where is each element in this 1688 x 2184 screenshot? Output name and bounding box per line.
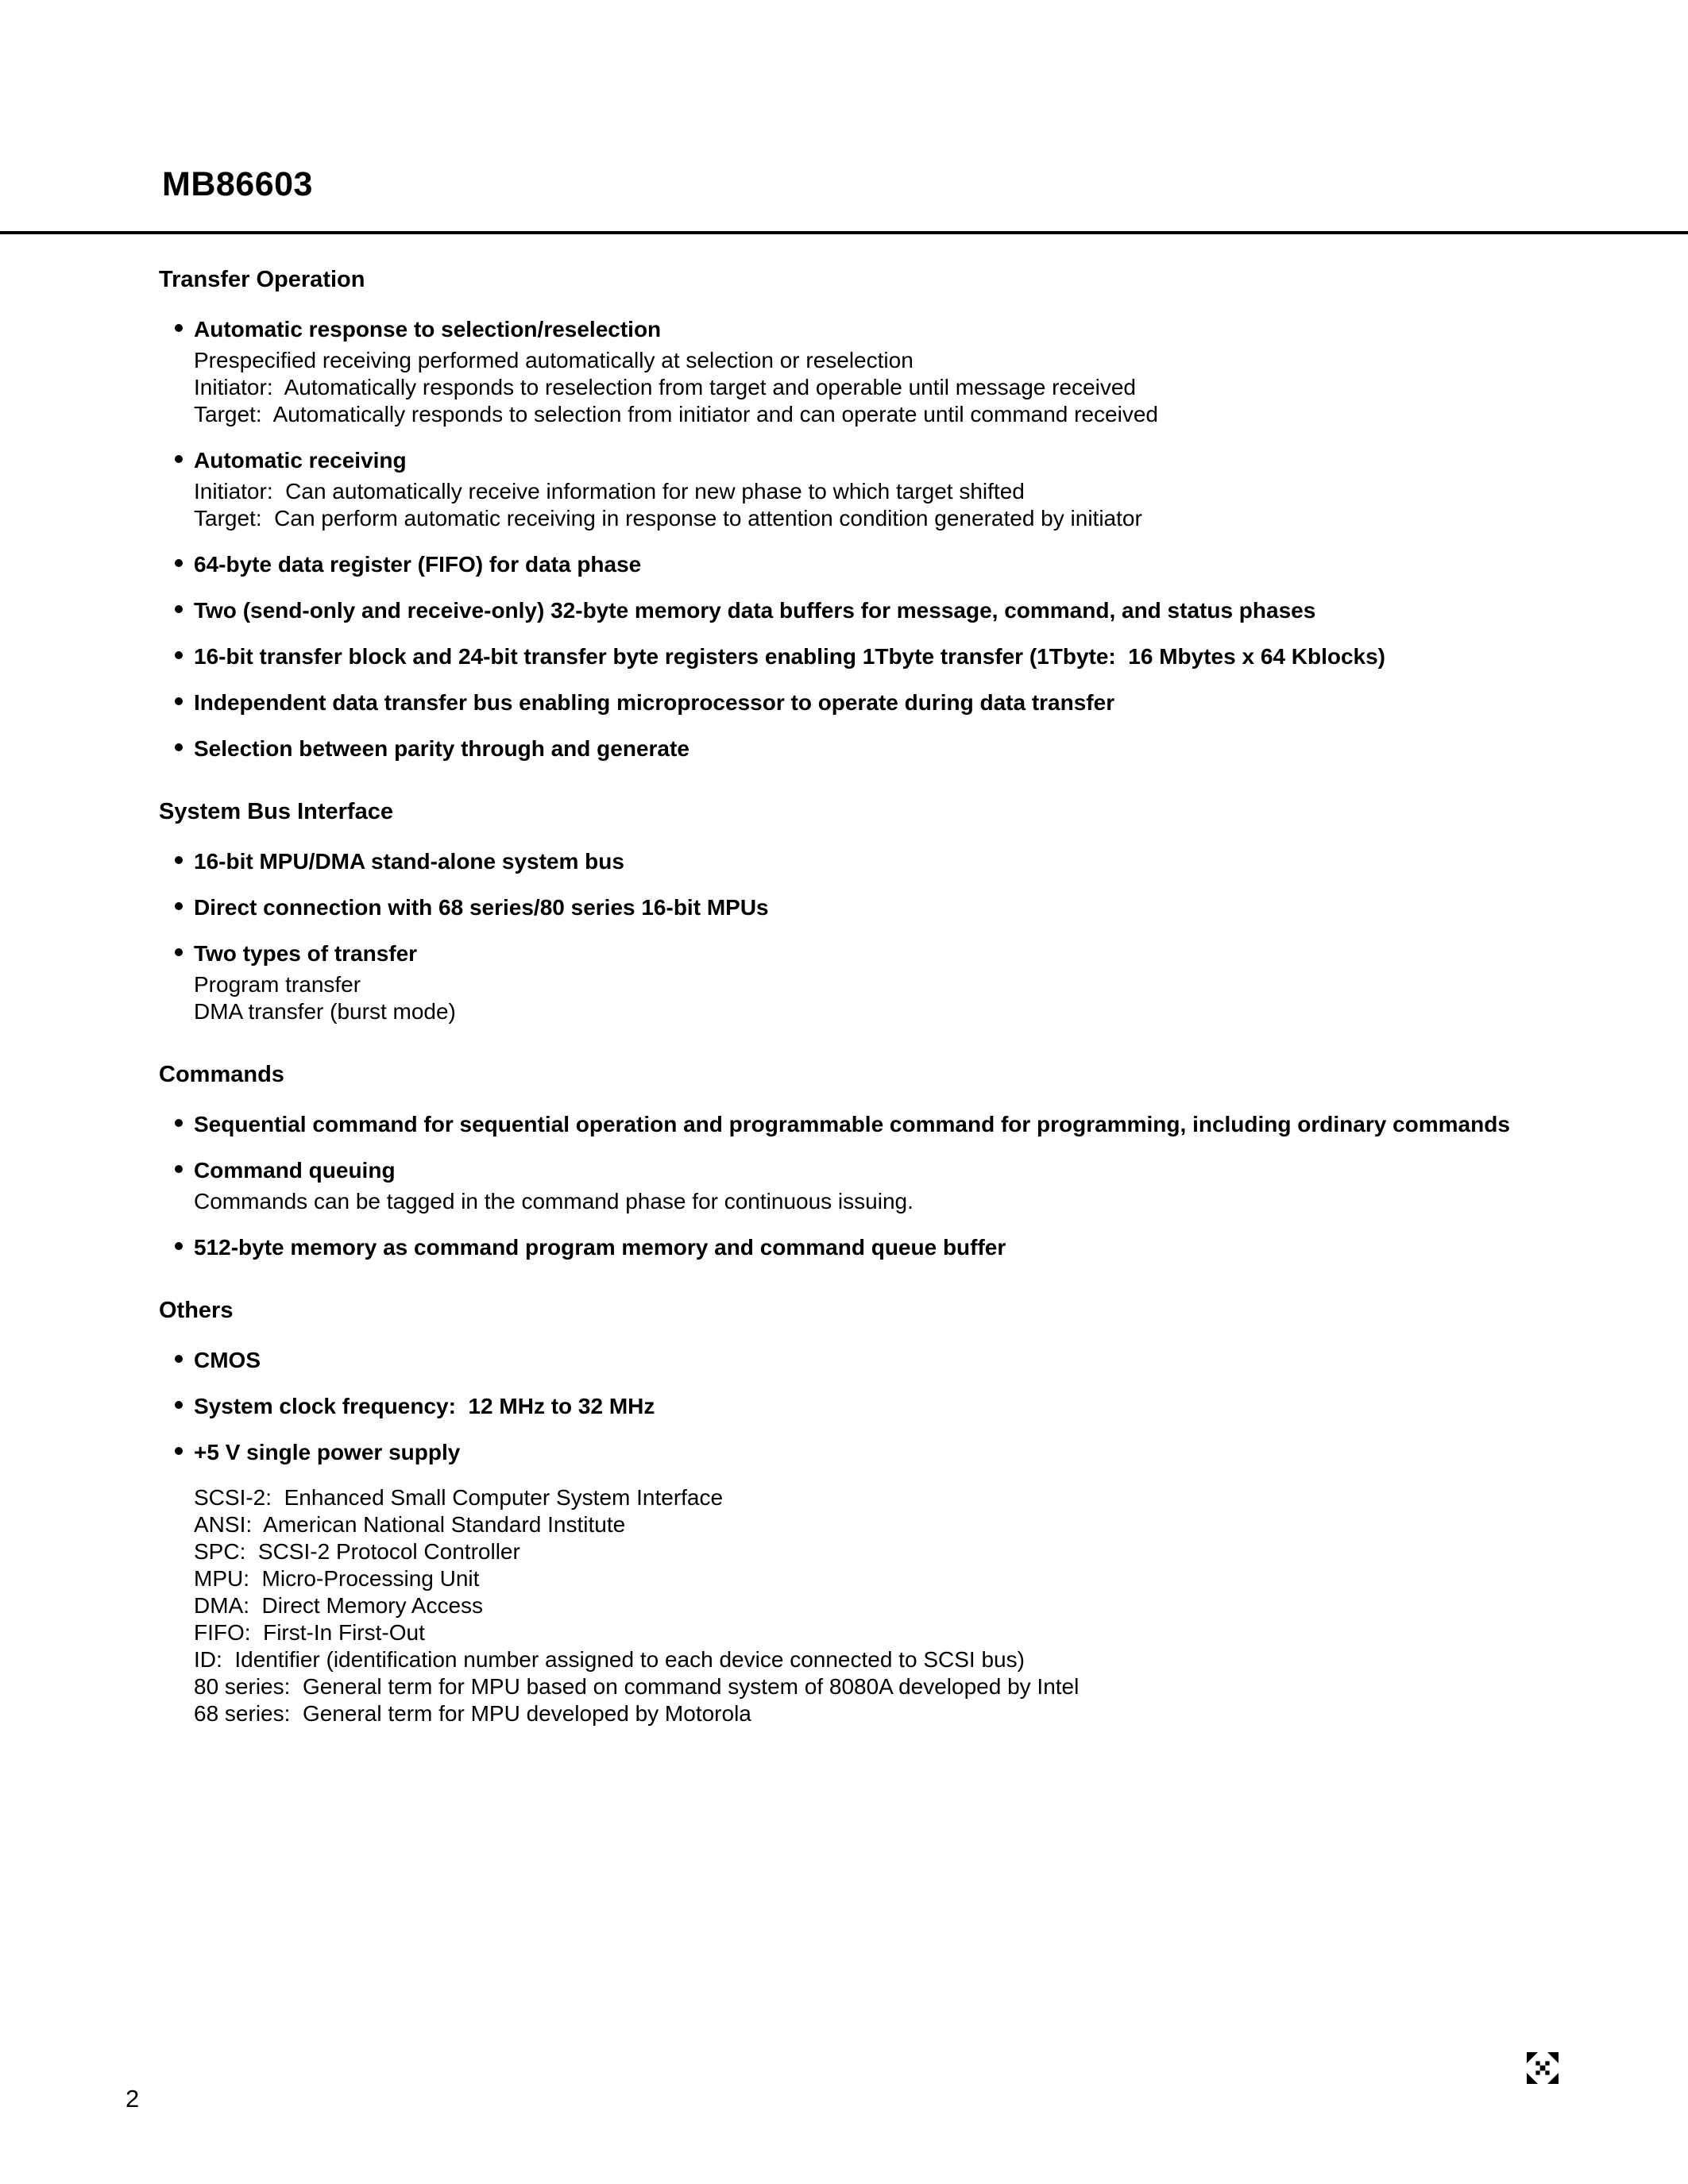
feature-title: System clock frequency: 12 MHz to 32 MHz [194,1394,655,1418]
feature-title: 64-byte data register (FIFO) for data phase [194,552,642,577]
bullet-item [159,1110,1565,1138]
bullet-item [159,1346,1565,1374]
glossary-line: SPC: SCSI-2 Protocol Controller [194,1539,520,1564]
glossary-line: ANSI: American National Standard Institute [194,1512,626,1537]
header-divider [0,231,1688,234]
bullet-icon [175,1119,183,1127]
feature-title: Command queuing [194,1158,396,1183]
section-system-bus-interface [159,799,1565,1025]
glossary-line: ID: Identifier (identification number assigned to each device connected to SCSI bus) [194,1647,1025,1672]
bullet-icon [175,856,183,864]
section-title: Commands [159,1062,284,1087]
feature-title: Automatic response to selection/reselection [194,317,662,341]
section-title: Transfer Operation [159,267,365,292]
bullet-icon [175,1401,183,1409]
feature-detail: Target: Automatically responds to selection from initiator and can operate until command received [194,402,1158,426]
page-content [159,267,1565,1764]
bullet-icon [175,651,183,659]
feature-title: Two types of transfer [194,941,418,966]
feature-detail: Initiator: Automatically responds to reselection from target and operable until message received [194,375,1136,399]
bullet-icon [175,1355,183,1363]
feature-detail: Target: Can perform automatic receiving in response to attention condition generated by initiator [194,506,1142,531]
glossary-line: MPU: Micro-Processing Unit [194,1566,480,1591]
feature-title: Two (send-only and receive-only) 32-byte memory data buffers for message, command, and status phases [194,598,1316,623]
bullet-icon [175,902,183,910]
bullet-icon [175,697,183,705]
bullet-icon [175,1447,183,1455]
glossary-line: SCSI-2: Enhanced Small Computer System Interface [194,1485,724,1510]
page-title: MB86603 [162,165,313,203]
bullet-item [159,315,1565,428]
bullet-item [159,689,1565,716]
feature-title: Selection between parity through and generate [194,736,689,761]
bullet-item [159,1233,1565,1261]
feature-title: 512-byte memory as command program memory and command queue buffer [194,1235,1006,1260]
bullet-icon [175,1165,183,1173]
section-transfer-operation [159,267,1565,762]
section-commands [159,1062,1565,1261]
glossary-line: 80 series: General term for MPU based on command system of 8080A developed by Intel [194,1674,1080,1699]
bullet-icon [175,605,183,613]
bullet-item [159,735,1565,762]
bullet-item [159,893,1565,921]
bullet-item [159,1438,1565,1466]
feature-detail: Initiator: Can automatically receive information for new phase to which target shifted [194,479,1025,504]
feature-title: Independent data transfer bus enabling microprocessor to operate during data transfer [194,690,1115,715]
bullet-icon [175,455,183,463]
bullet-icon [175,324,183,332]
bullet-icon [175,559,183,567]
bullet-item [159,940,1565,1025]
feature-detail: DMA transfer (burst mode) [194,999,456,1024]
bullet-icon [175,743,183,751]
glossary-line: 68 series: General term for MPU developed by Motorola [194,1701,751,1726]
feature-detail: Commands can be tagged in the command phase for continuous issuing. [194,1189,914,1214]
bullet-item [159,1392,1565,1420]
feature-title: Sequential command for sequential operation and programmable command for programming, including ordinary commands [194,1112,1510,1136]
bullet-item [159,642,1565,670]
feature-title: Automatic receiving [194,448,407,473]
page-number: 2 [126,2085,140,2113]
bullet-icon [175,1242,183,1250]
feature-detail: Program transfer [194,972,361,997]
glossary-block [159,1484,1565,1727]
registration-mark-icon [1527,2052,1559,2084]
section-others [159,1298,1565,1727]
feature-title: 16-bit MPU/DMA stand-alone system bus [194,849,624,874]
bullet-item [159,446,1565,532]
feature-title: 16-bit transfer block and 24-bit transfer byte registers enabling 1Tbyte transfer (1Tbyte: 16 Mbytes x 64 Kblocks) [194,644,1385,669]
section-title: Others [159,1298,234,1323]
feature-detail: Prespecified receiving performed automatically at selection or reselection [194,348,914,372]
feature-title: Direct connection with 68 series/80 series 16-bit MPUs [194,895,769,920]
feature-title: +5 V single power supply [194,1440,461,1464]
bullet-item [159,1156,1565,1215]
bullet-icon [175,948,183,956]
bullet-item [159,596,1565,624]
section-title: System Bus Interface [159,799,393,824]
feature-title: CMOS [194,1348,261,1372]
glossary-line: FIFO: First-In First-Out [194,1620,425,1645]
bullet-item [159,847,1565,875]
glossary-line: DMA: Direct Memory Access [194,1593,484,1618]
bullet-item [159,550,1565,578]
